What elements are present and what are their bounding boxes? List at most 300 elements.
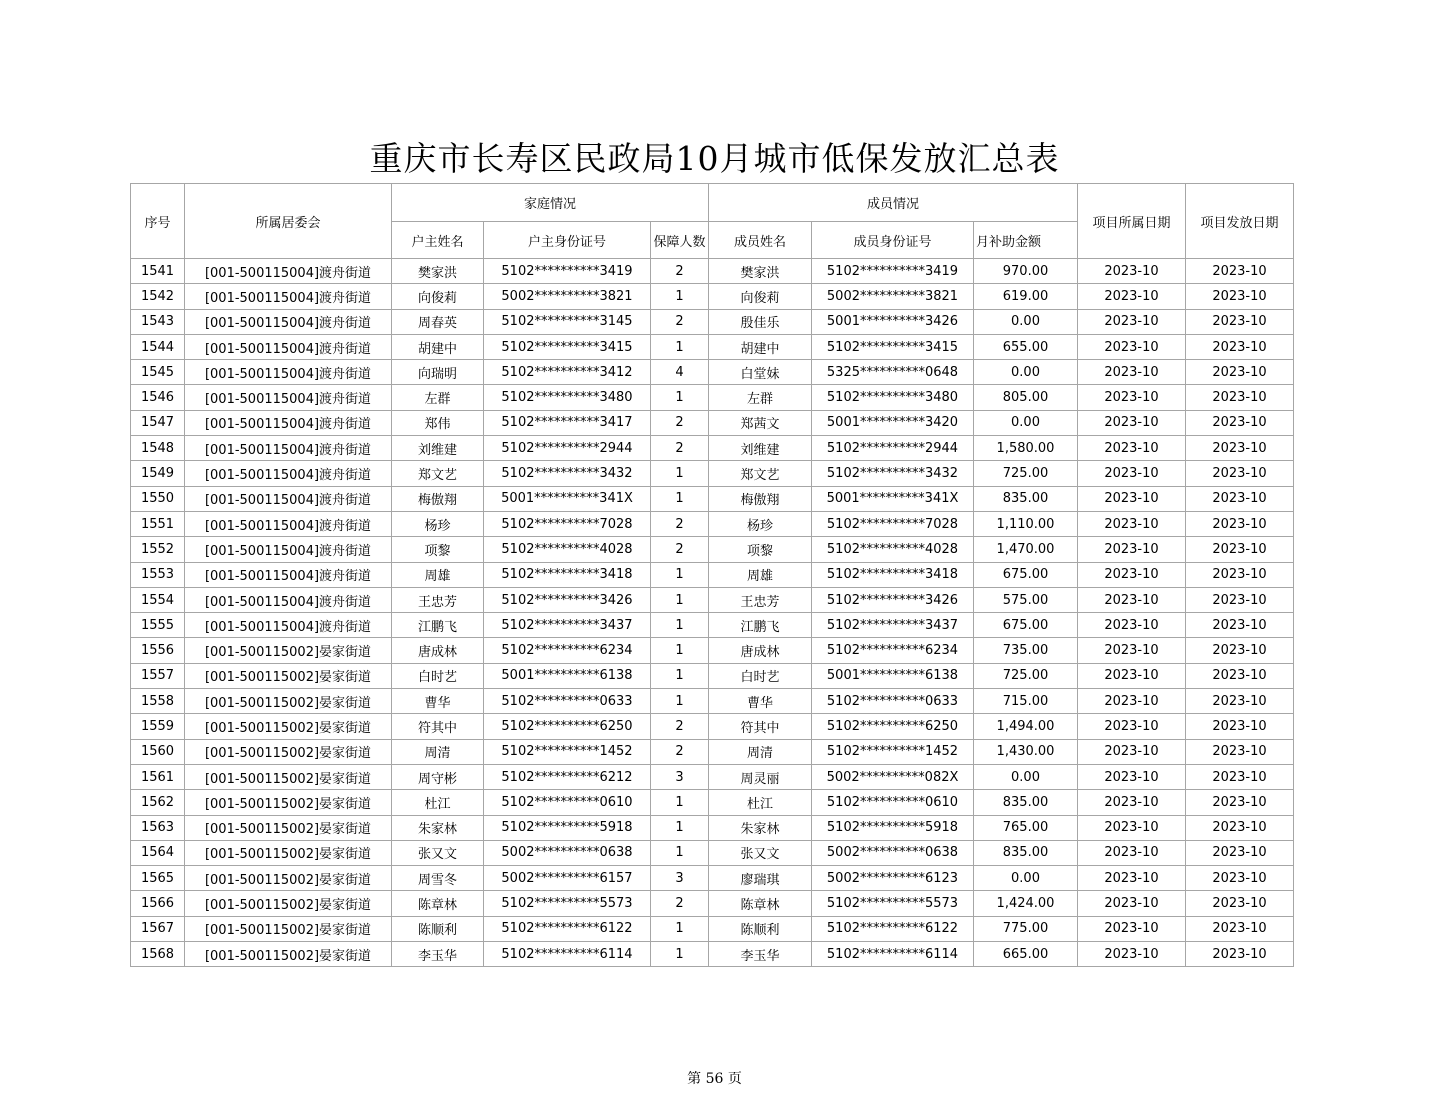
- table-row: [131, 840, 1294, 865]
- amount-cell: 1,580.00: [974, 436, 1078, 461]
- head-name-cell: 符其中: [392, 714, 484, 739]
- col-header-period: 项目所属日期: [1078, 184, 1186, 259]
- subsidy-table: [130, 183, 1294, 967]
- head-name-cell: 朱家林: [392, 815, 484, 840]
- col-header-amount: 月补助金额: [974, 222, 1078, 259]
- amount-cell: 835.00: [974, 790, 1078, 815]
- head-id-cell: 5102**********5573: [484, 891, 651, 916]
- table-row: [131, 436, 1294, 461]
- covered-cell: 1: [651, 916, 709, 941]
- table-row: [131, 942, 1294, 967]
- seq-cell: 1548: [131, 436, 185, 461]
- col-header-seq: 序号: [131, 184, 185, 259]
- head-name-cell: 周守彬: [392, 764, 484, 789]
- table-row: [131, 764, 1294, 789]
- member-name-cell: 白堂妹: [709, 360, 812, 385]
- seq-cell: 1541: [131, 259, 185, 284]
- member-id-cell: 5102**********6234: [812, 638, 974, 663]
- head-name-cell: 唐成林: [392, 638, 484, 663]
- covered-cell: 1: [651, 613, 709, 638]
- col-header-covered: 保障人数: [651, 222, 709, 259]
- member-name-cell: 江鹏飞: [709, 613, 812, 638]
- issue-date-cell: 2023-10: [1186, 891, 1294, 916]
- committee-cell: [001-500115002]晏家街道: [185, 638, 392, 663]
- head-name-cell: 周雄: [392, 562, 484, 587]
- period-cell: 2023-10: [1078, 410, 1186, 435]
- issue-date-cell: 2023-10: [1186, 259, 1294, 284]
- head-id-cell: 5002**********3821: [484, 284, 651, 309]
- issue-date-cell: 2023-10: [1186, 689, 1294, 714]
- covered-cell: 3: [651, 866, 709, 891]
- covered-cell: 2: [651, 259, 709, 284]
- head-name-cell: 郑伟: [392, 410, 484, 435]
- issue-date-cell: 2023-10: [1186, 461, 1294, 486]
- member-name-cell: 郑文艺: [709, 461, 812, 486]
- member-name-cell: 杨珍: [709, 511, 812, 536]
- covered-cell: 1: [651, 385, 709, 410]
- issue-date-cell: 2023-10: [1186, 613, 1294, 638]
- seq-cell: 1558: [131, 689, 185, 714]
- committee-cell: [001-500115002]晏家街道: [185, 764, 392, 789]
- amount-cell: 1,430.00: [974, 739, 1078, 764]
- period-cell: 2023-10: [1078, 815, 1186, 840]
- head-name-cell: 左群: [392, 385, 484, 410]
- table-row: [131, 638, 1294, 663]
- covered-cell: 1: [651, 840, 709, 865]
- table-row: [131, 815, 1294, 840]
- committee-cell: [001-500115002]晏家街道: [185, 840, 392, 865]
- member-id-cell: 5102**********6122: [812, 916, 974, 941]
- amount-cell: 0.00: [974, 764, 1078, 789]
- committee-cell: [001-500115002]晏家街道: [185, 916, 392, 941]
- amount-cell: 0.00: [974, 410, 1078, 435]
- member-id-cell: 5102**********4028: [812, 537, 974, 562]
- committee-cell: [001-500115004]渡舟街道: [185, 587, 392, 612]
- covered-cell: 2: [651, 891, 709, 916]
- period-cell: 2023-10: [1078, 764, 1186, 789]
- table-row: [131, 714, 1294, 739]
- head-id-cell: 5102**********6212: [484, 764, 651, 789]
- amount-cell: 655.00: [974, 334, 1078, 359]
- issue-date-cell: 2023-10: [1186, 866, 1294, 891]
- head-id-cell: 5102**********3426: [484, 587, 651, 612]
- amount-cell: 1,470.00: [974, 537, 1078, 562]
- committee-cell: [001-500115002]晏家街道: [185, 739, 392, 764]
- head-id-cell: 5001**********341X: [484, 486, 651, 511]
- head-id-cell: 5102**********0610: [484, 790, 651, 815]
- table-row: [131, 360, 1294, 385]
- head-id-cell: 5002**********0638: [484, 840, 651, 865]
- issue-date-cell: 2023-10: [1186, 486, 1294, 511]
- head-id-cell: 5102**********2944: [484, 436, 651, 461]
- member-id-cell: 5102**********5918: [812, 815, 974, 840]
- period-cell: 2023-10: [1078, 613, 1186, 638]
- table-row: [131, 790, 1294, 815]
- col-header-member-name: 成员姓名: [709, 222, 812, 259]
- issue-date-cell: 2023-10: [1186, 410, 1294, 435]
- amount-cell: 835.00: [974, 840, 1078, 865]
- period-cell: 2023-10: [1078, 587, 1186, 612]
- member-name-cell: 周灵丽: [709, 764, 812, 789]
- member-name-cell: 周雄: [709, 562, 812, 587]
- issue-date-cell: 2023-10: [1186, 638, 1294, 663]
- head-name-cell: 刘维建: [392, 436, 484, 461]
- issue-date-cell: 2023-10: [1186, 840, 1294, 865]
- member-id-cell: 5001**********3426: [812, 309, 974, 334]
- seq-cell: 1556: [131, 638, 185, 663]
- head-name-cell: 白时艺: [392, 663, 484, 688]
- issue-date-cell: 2023-10: [1186, 309, 1294, 334]
- table-row: [131, 866, 1294, 891]
- amount-cell: 970.00: [974, 259, 1078, 284]
- period-cell: 2023-10: [1078, 436, 1186, 461]
- head-id-cell: 5102**********3412: [484, 360, 651, 385]
- period-cell: 2023-10: [1078, 638, 1186, 663]
- col-header-committee: 所属居委会: [185, 184, 392, 259]
- period-cell: 2023-10: [1078, 916, 1186, 941]
- covered-cell: 2: [651, 714, 709, 739]
- member-name-cell: 朱家林: [709, 815, 812, 840]
- period-cell: 2023-10: [1078, 461, 1186, 486]
- head-id-cell: 5102**********5918: [484, 815, 651, 840]
- covered-cell: 1: [651, 790, 709, 815]
- seq-cell: 1559: [131, 714, 185, 739]
- head-name-cell: 陈顺利: [392, 916, 484, 941]
- issue-date-cell: 2023-10: [1186, 739, 1294, 764]
- covered-cell: 2: [651, 739, 709, 764]
- table-row: [131, 562, 1294, 587]
- committee-cell: [001-500115002]晏家街道: [185, 663, 392, 688]
- table-row: [131, 613, 1294, 638]
- period-cell: 2023-10: [1078, 891, 1186, 916]
- table-row: [131, 410, 1294, 435]
- table-body: [131, 259, 1294, 967]
- issue-date-cell: 2023-10: [1186, 562, 1294, 587]
- committee-cell: [001-500115004]渡舟街道: [185, 562, 392, 587]
- issue-date-cell: 2023-10: [1186, 790, 1294, 815]
- head-id-cell: 5102**********6250: [484, 714, 651, 739]
- member-name-cell: 廖瑞琪: [709, 866, 812, 891]
- issue-date-cell: 2023-10: [1186, 511, 1294, 536]
- covered-cell: 1: [651, 942, 709, 967]
- table-row: [131, 284, 1294, 309]
- covered-cell: 1: [651, 562, 709, 587]
- issue-date-cell: 2023-10: [1186, 537, 1294, 562]
- seq-cell: 1552: [131, 537, 185, 562]
- head-name-cell: 王忠芳: [392, 587, 484, 612]
- head-id-cell: 5102**********0633: [484, 689, 651, 714]
- committee-cell: [001-500115004]渡舟街道: [185, 360, 392, 385]
- table-row: [131, 587, 1294, 612]
- head-id-cell: 5102**********6122: [484, 916, 651, 941]
- member-name-cell: 王忠芳: [709, 587, 812, 612]
- member-name-cell: 白时艺: [709, 663, 812, 688]
- head-name-cell: 李玉华: [392, 942, 484, 967]
- head-name-cell: 江鹏飞: [392, 613, 484, 638]
- covered-cell: 1: [651, 461, 709, 486]
- head-id-cell: 5102**********3432: [484, 461, 651, 486]
- head-name-cell: 梅傲翔: [392, 486, 484, 511]
- covered-cell: 1: [651, 689, 709, 714]
- committee-cell: [001-500115004]渡舟街道: [185, 385, 392, 410]
- covered-cell: 2: [651, 537, 709, 562]
- member-id-cell: 5102**********3437: [812, 613, 974, 638]
- seq-cell: 1567: [131, 916, 185, 941]
- member-name-cell: 项黎: [709, 537, 812, 562]
- committee-cell: [001-500115004]渡舟街道: [185, 461, 392, 486]
- seq-cell: 1566: [131, 891, 185, 916]
- amount-cell: 1,110.00: [974, 511, 1078, 536]
- amount-cell: 0.00: [974, 309, 1078, 334]
- period-cell: 2023-10: [1078, 689, 1186, 714]
- period-cell: 2023-10: [1078, 284, 1186, 309]
- head-id-cell: 5102**********3145: [484, 309, 651, 334]
- head-id-cell: 5102**********3437: [484, 613, 651, 638]
- head-name-cell: 曹华: [392, 689, 484, 714]
- col-header-issue-date: 项目发放日期: [1186, 184, 1294, 259]
- member-id-cell: 5102**********6114: [812, 942, 974, 967]
- member-name-cell: 周清: [709, 739, 812, 764]
- issue-date-cell: 2023-10: [1186, 815, 1294, 840]
- committee-cell: [001-500115004]渡舟街道: [185, 259, 392, 284]
- group-header-member: 成员情况: [709, 184, 1078, 222]
- seq-cell: 1554: [131, 587, 185, 612]
- committee-cell: [001-500115002]晏家街道: [185, 714, 392, 739]
- member-id-cell: 5102**********3432: [812, 461, 974, 486]
- issue-date-cell: 2023-10: [1186, 360, 1294, 385]
- member-name-cell: 杜江: [709, 790, 812, 815]
- member-name-cell: 郑茜文: [709, 410, 812, 435]
- amount-cell: 619.00: [974, 284, 1078, 309]
- page-number: 第 56 页: [687, 1071, 742, 1087]
- committee-cell: [001-500115002]晏家街道: [185, 790, 392, 815]
- head-id-cell: 5102**********7028: [484, 511, 651, 536]
- seq-cell: 1560: [131, 739, 185, 764]
- member-name-cell: 曹华: [709, 689, 812, 714]
- col-header-head-id: 户主身份证号: [484, 222, 651, 259]
- committee-cell: [001-500115004]渡舟街道: [185, 284, 392, 309]
- head-name-cell: 周雪冬: [392, 866, 484, 891]
- amount-cell: 1,424.00: [974, 891, 1078, 916]
- issue-date-cell: 2023-10: [1186, 587, 1294, 612]
- head-id-cell: 5102**********1452: [484, 739, 651, 764]
- issue-date-cell: 2023-10: [1186, 284, 1294, 309]
- member-name-cell: 樊家洪: [709, 259, 812, 284]
- table-row: [131, 309, 1294, 334]
- head-name-cell: 向瑞明: [392, 360, 484, 385]
- page-title: 重庆市长寿区民政局10月城市低保发放汇总表: [369, 139, 1060, 178]
- table-row: [131, 739, 1294, 764]
- col-header-member-id: 成员身份证号: [812, 222, 974, 259]
- amount-cell: 1,494.00: [974, 714, 1078, 739]
- member-name-cell: 梅傲翔: [709, 486, 812, 511]
- period-cell: 2023-10: [1078, 309, 1186, 334]
- member-id-cell: 5102**********3418: [812, 562, 974, 587]
- covered-cell: 1: [651, 638, 709, 663]
- member-id-cell: 5325**********0648: [812, 360, 974, 385]
- member-name-cell: 刘维建: [709, 436, 812, 461]
- covered-cell: 2: [651, 436, 709, 461]
- period-cell: 2023-10: [1078, 334, 1186, 359]
- member-name-cell: 张又文: [709, 840, 812, 865]
- table-row: [131, 689, 1294, 714]
- committee-cell: [001-500115004]渡舟街道: [185, 511, 392, 536]
- seq-cell: 1563: [131, 815, 185, 840]
- amount-cell: 735.00: [974, 638, 1078, 663]
- member-id-cell: 5102**********2944: [812, 436, 974, 461]
- amount-cell: 665.00: [974, 942, 1078, 967]
- seq-cell: 1561: [131, 764, 185, 789]
- period-cell: 2023-10: [1078, 511, 1186, 536]
- member-id-cell: 5102**********0610: [812, 790, 974, 815]
- committee-cell: [001-500115004]渡舟街道: [185, 436, 392, 461]
- head-name-cell: 杜江: [392, 790, 484, 815]
- period-cell: 2023-10: [1078, 663, 1186, 688]
- seq-cell: 1550: [131, 486, 185, 511]
- amount-cell: 835.00: [974, 486, 1078, 511]
- issue-date-cell: 2023-10: [1186, 663, 1294, 688]
- col-header-head-name: 户主姓名: [392, 222, 484, 259]
- period-cell: 2023-10: [1078, 486, 1186, 511]
- committee-cell: [001-500115004]渡舟街道: [185, 309, 392, 334]
- member-id-cell: 5102**********0633: [812, 689, 974, 714]
- amount-cell: 675.00: [974, 613, 1078, 638]
- amount-cell: 765.00: [974, 815, 1078, 840]
- committee-cell: [001-500115004]渡舟街道: [185, 613, 392, 638]
- committee-cell: [001-500115002]晏家街道: [185, 942, 392, 967]
- covered-cell: 4: [651, 360, 709, 385]
- table-row: [131, 916, 1294, 941]
- member-name-cell: 左群: [709, 385, 812, 410]
- period-cell: 2023-10: [1078, 739, 1186, 764]
- head-id-cell: 5102**********4028: [484, 537, 651, 562]
- member-id-cell: 5102**********7028: [812, 511, 974, 536]
- member-name-cell: 陈顺利: [709, 916, 812, 941]
- covered-cell: 3: [651, 764, 709, 789]
- member-name-cell: 胡建中: [709, 334, 812, 359]
- covered-cell: 1: [651, 587, 709, 612]
- table-row: [131, 891, 1294, 916]
- member-id-cell: 5002**********6123: [812, 866, 974, 891]
- group-header-family: 家庭情况: [392, 184, 709, 222]
- head-id-cell: 5102**********3415: [484, 334, 651, 359]
- table-row: [131, 334, 1294, 359]
- head-name-cell: 张又文: [392, 840, 484, 865]
- member-id-cell: 5102**********3480: [812, 385, 974, 410]
- issue-date-cell: 2023-10: [1186, 334, 1294, 359]
- amount-cell: 715.00: [974, 689, 1078, 714]
- member-name-cell: 符其中: [709, 714, 812, 739]
- table-row: [131, 486, 1294, 511]
- member-id-cell: 5001**********6138: [812, 663, 974, 688]
- member-id-cell: 5102**********3426: [812, 587, 974, 612]
- period-cell: 2023-10: [1078, 562, 1186, 587]
- covered-cell: 2: [651, 410, 709, 435]
- head-id-cell: 5102**********3417: [484, 410, 651, 435]
- member-id-cell: 5102**********6250: [812, 714, 974, 739]
- seq-cell: 1564: [131, 840, 185, 865]
- member-id-cell: 5102**********1452: [812, 739, 974, 764]
- covered-cell: 1: [651, 663, 709, 688]
- head-id-cell: 5102**********6114: [484, 942, 651, 967]
- member-id-cell: 5002**********3821: [812, 284, 974, 309]
- member-name-cell: 唐成林: [709, 638, 812, 663]
- committee-cell: [001-500115002]晏家街道: [185, 891, 392, 916]
- issue-date-cell: 2023-10: [1186, 436, 1294, 461]
- member-name-cell: 李玉华: [709, 942, 812, 967]
- committee-cell: [001-500115004]渡舟街道: [185, 410, 392, 435]
- covered-cell: 2: [651, 511, 709, 536]
- seq-cell: 1553: [131, 562, 185, 587]
- head-name-cell: 杨珍: [392, 511, 484, 536]
- member-id-cell: 5102**********5573: [812, 891, 974, 916]
- period-cell: 2023-10: [1078, 360, 1186, 385]
- issue-date-cell: 2023-10: [1186, 764, 1294, 789]
- head-name-cell: 周清: [392, 739, 484, 764]
- period-cell: 2023-10: [1078, 840, 1186, 865]
- amount-cell: 725.00: [974, 663, 1078, 688]
- amount-cell: 575.00: [974, 587, 1078, 612]
- head-id-cell: 5001**********6138: [484, 663, 651, 688]
- seq-cell: 1565: [131, 866, 185, 891]
- head-name-cell: 周春英: [392, 309, 484, 334]
- amount-cell: 0.00: [974, 866, 1078, 891]
- committee-cell: [001-500115002]晏家街道: [185, 866, 392, 891]
- seq-cell: 1555: [131, 613, 185, 638]
- period-cell: 2023-10: [1078, 259, 1186, 284]
- committee-cell: [001-500115002]晏家街道: [185, 689, 392, 714]
- issue-date-cell: 2023-10: [1186, 385, 1294, 410]
- table-row: [131, 537, 1294, 562]
- covered-cell: 1: [651, 334, 709, 359]
- period-cell: 2023-10: [1078, 537, 1186, 562]
- member-name-cell: 向俊莉: [709, 284, 812, 309]
- seq-cell: 1542: [131, 284, 185, 309]
- issue-date-cell: 2023-10: [1186, 916, 1294, 941]
- seq-cell: 1562: [131, 790, 185, 815]
- member-id-cell: 5002**********0638: [812, 840, 974, 865]
- amount-cell: 0.00: [974, 360, 1078, 385]
- amount-cell: 675.00: [974, 562, 1078, 587]
- head-name-cell: 胡建中: [392, 334, 484, 359]
- period-cell: 2023-10: [1078, 714, 1186, 739]
- period-cell: 2023-10: [1078, 866, 1186, 891]
- seq-cell: 1547: [131, 410, 185, 435]
- covered-cell: 2: [651, 309, 709, 334]
- seq-cell: 1543: [131, 309, 185, 334]
- amount-cell: 805.00: [974, 385, 1078, 410]
- seq-cell: 1557: [131, 663, 185, 688]
- head-name-cell: 郑文艺: [392, 461, 484, 486]
- seq-cell: 1549: [131, 461, 185, 486]
- head-name-cell: 向俊莉: [392, 284, 484, 309]
- committee-cell: [001-500115004]渡舟街道: [185, 537, 392, 562]
- covered-cell: 1: [651, 284, 709, 309]
- head-id-cell: 5002**********6157: [484, 866, 651, 891]
- table-row: [131, 259, 1294, 284]
- period-cell: 2023-10: [1078, 385, 1186, 410]
- head-id-cell: 5102**********3418: [484, 562, 651, 587]
- seq-cell: 1545: [131, 360, 185, 385]
- amount-cell: 775.00: [974, 916, 1078, 941]
- table-row: [131, 663, 1294, 688]
- table-row: [131, 511, 1294, 536]
- issue-date-cell: 2023-10: [1186, 714, 1294, 739]
- issue-date-cell: 2023-10: [1186, 942, 1294, 967]
- covered-cell: 1: [651, 486, 709, 511]
- member-name-cell: 陈章林: [709, 891, 812, 916]
- member-id-cell: 5001**********3420: [812, 410, 974, 435]
